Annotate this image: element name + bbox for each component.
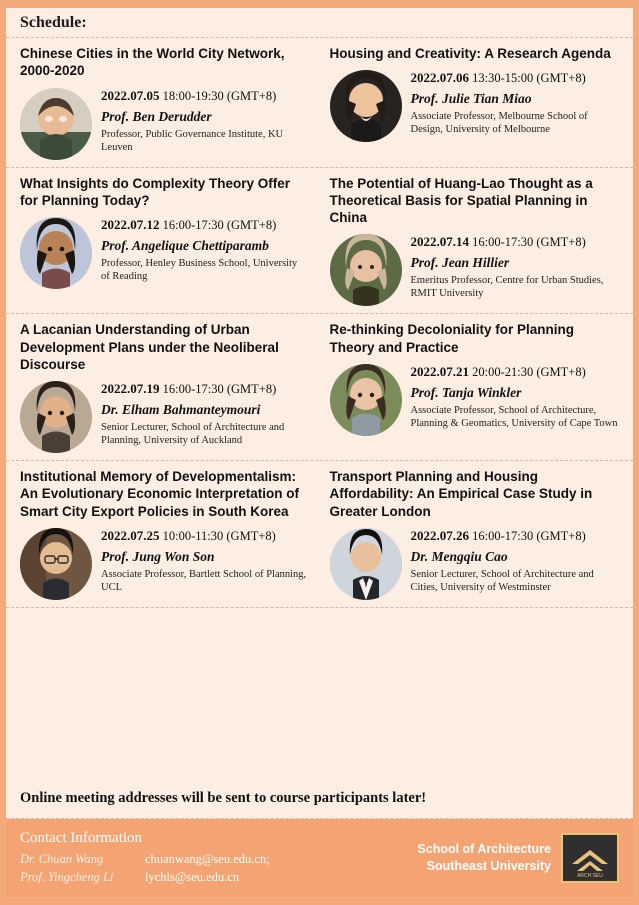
speaker-name: Prof. Jung Won Son [101, 548, 215, 564]
talk-card[interactable] [320, 45, 634, 160]
talk-time: 16:00-17:30 (GMT+8) [472, 235, 586, 250]
talk-datetime [101, 381, 308, 397]
schedule-row [6, 461, 633, 608]
speaker-affiliation: Senior Lecturer, School of Architecture and Cities, University of Westminster [410, 568, 594, 594]
talk-card[interactable] [6, 468, 320, 600]
speaker-info [101, 379, 308, 447]
speaker-affiliation: Associate Professor, Melbourne School of Design, University of Melbourne [410, 111, 588, 136]
school-line-2: Southeast University [426, 859, 551, 873]
speaker-info [411, 362, 622, 430]
talk-card[interactable] [6, 321, 320, 453]
talk-card[interactable] [6, 45, 320, 160]
talk-card[interactable] [6, 175, 320, 307]
talk-datetime [411, 528, 622, 544]
speaker-affiliation: Emeritus Professor, Centre for Urban Studies, RMIT University [410, 275, 604, 300]
speaker-info [411, 232, 622, 300]
talk-date: 2022.07.06 [410, 70, 469, 86]
talk-card[interactable] [320, 175, 634, 307]
talk-title: What Insights do Complexity Theory Offer for Planning Today? [20, 175, 291, 208]
speaker-info [101, 215, 308, 283]
speaker-photo-jung-won-son [20, 528, 92, 600]
talk-datetime [101, 88, 308, 104]
speaker-name: Prof. Julie Tian Miao [410, 91, 532, 107]
note-text: Online meeting addresses will be sent to course participants later! [6, 780, 633, 819]
speaker-info [101, 526, 308, 594]
contact-email[interactable]: chuanwang@seu.edu.cn; [145, 851, 270, 866]
speaker-block [330, 232, 622, 306]
talk-datetime [411, 70, 622, 86]
contact-row [20, 850, 270, 868]
contact-name: Prof. Yingcheng Li [20, 870, 114, 884]
school-text [417, 841, 551, 875]
speaker-name: Dr. Elham Bahmanteymouri [101, 402, 261, 418]
talk-time: 18:00-19:30 (GMT+8) [162, 88, 277, 103]
talk-time: 16:00-17:30 (GMT+8) [162, 382, 277, 397]
contact-section [20, 830, 270, 886]
contact-title: Contact Information [20, 829, 143, 846]
speaker-photo-tanja-winkler [330, 364, 402, 436]
talk-card[interactable] [320, 321, 634, 453]
speaker-block [20, 86, 308, 160]
top-accent-strip [6, 0, 633, 8]
speaker-block [20, 526, 308, 600]
seu-logo-icon [561, 833, 619, 883]
page-title: Schedule: [6, 8, 633, 38]
speaker-photo-ben-derudder [20, 88, 92, 160]
schedule-row [6, 314, 633, 461]
talk-date: 2022.07.05 [101, 87, 160, 103]
talk-title: Institutional Memory of Developmentalism: An Evolutionary Economic Interpretation of Smart City Export Policies in South Korea [20, 469, 300, 519]
speaker-name: Dr. Mengqiu Cao [410, 548, 508, 564]
schedule-rows [6, 38, 633, 780]
talk-title: Transport Planning and Housing Affordability: An Empirical Case Study in Greater London [329, 469, 593, 519]
talk-datetime [101, 217, 308, 233]
speaker-block [20, 215, 308, 289]
speaker-photo-elham-bahmanteymouri [20, 381, 92, 453]
speaker-name: Prof. Angelique Chettiparamb [101, 238, 269, 254]
talk-date: 2022.07.12 [101, 217, 160, 233]
contact-email[interactable]: lychls@seu.edu.cn [145, 870, 240, 884]
talk-date: 2022.07.21 [410, 363, 469, 379]
talk-date: 2022.07.14 [410, 234, 469, 250]
speaker-info [101, 86, 308, 154]
speaker-affiliation: Professor, Henley Business School, University of Reading [101, 258, 298, 283]
speaker-affiliation: Professor, Public Governance Institute, KU Leuven [101, 128, 284, 153]
talk-date: 2022.07.25 [101, 527, 160, 543]
talk-title: Re-thinking Decoloniality for Planning Theory and Practice [329, 322, 575, 355]
talk-card[interactable] [320, 468, 634, 600]
talk-time: 16:00-17:30 (GMT+8) [472, 528, 586, 543]
svg-text:ARCH SEU: ARCH SEU [577, 873, 603, 878]
schedule-row [6, 168, 633, 315]
speaker-block [330, 68, 622, 142]
talk-time: 13:30-15:00 (GMT+8) [472, 71, 586, 86]
schedule-row [6, 38, 633, 168]
talk-title: A Lacanian Understanding of Urban Development Plans under the Neoliberal Discourse [20, 322, 279, 372]
talk-time: 10:00-11:30 (GMT+8) [162, 528, 276, 543]
speaker-affiliation: Associate Professor, Bartlett School of Planning, UCL [101, 568, 307, 594]
talk-title: The Potential of Huang-Lao Thought as a Theoretical Basis for Spatial Planning in China [329, 175, 593, 226]
speaker-photo-mengqiu-cao [330, 528, 402, 600]
talk-time: 16:00-17:30 (GMT+8) [162, 218, 277, 233]
contact-name: Dr. Chuan Wang [20, 851, 104, 866]
speaker-affiliation: Associate Professor, School of Architecture, Planning & Geomatics, University of Cape Town [410, 404, 618, 429]
talk-date: 2022.07.26 [410, 527, 469, 543]
bottom-accent-strip [6, 897, 633, 905]
school-line-1: School of Architecture [417, 842, 551, 857]
speaker-photo-angelique-chettiparamb [20, 217, 92, 289]
school-branding [417, 833, 619, 883]
speaker-photo-julie-tian-miao [330, 70, 402, 142]
talk-time: 20:00-21:30 (GMT+8) [472, 364, 586, 379]
talk-datetime [411, 364, 622, 380]
footer [6, 819, 633, 897]
speaker-name: Prof. Tanja Winkler [410, 384, 522, 400]
speaker-block [20, 379, 308, 453]
speaker-info [411, 68, 622, 136]
talk-title: Housing and Creativity: A Research Agenda [329, 46, 611, 61]
contact-row [20, 868, 270, 886]
speaker-block [330, 526, 622, 600]
speaker-info [411, 526, 622, 594]
speaker-block [330, 362, 622, 436]
talk-title: Chinese Cities in the World City Network, 2000-2020 [20, 46, 285, 79]
talk-datetime [411, 234, 622, 250]
talk-datetime [101, 528, 308, 544]
talk-date: 2022.07.19 [101, 381, 160, 397]
speaker-name: Prof. Ben Derudder [101, 108, 212, 124]
speaker-photo-jean-hillier [330, 234, 402, 306]
speaker-affiliation: Senior Lecturer, School of Architecture and Planning, University of Auckland [101, 422, 285, 447]
speaker-name: Prof. Jean Hillier [410, 255, 510, 271]
